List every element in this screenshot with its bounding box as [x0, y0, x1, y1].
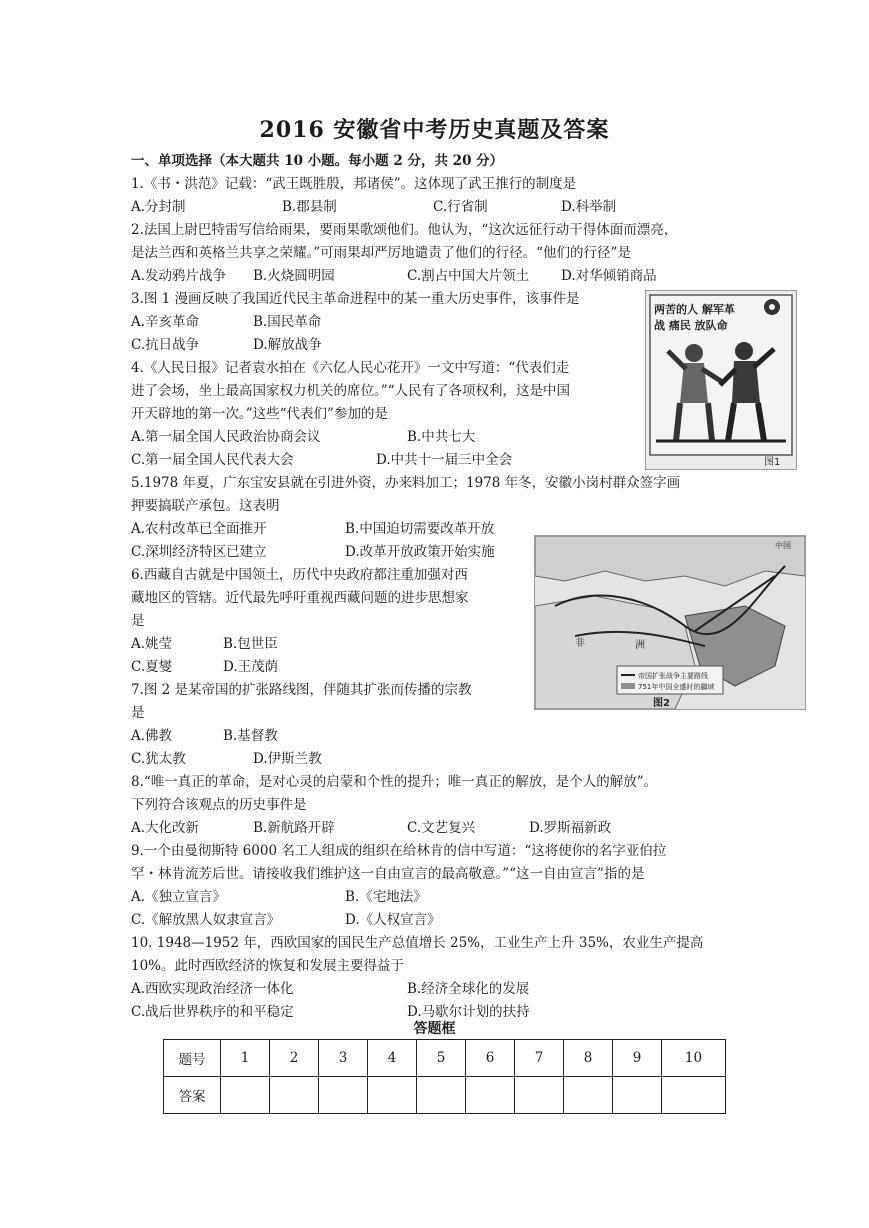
option-c: C.文艺复兴 [407, 820, 476, 836]
question-number: 1 [221, 1040, 270, 1077]
option-b: B.火烧圆明园 [253, 268, 335, 284]
answer-cell[interactable] [466, 1077, 515, 1114]
map-label-china: 中国 [775, 541, 791, 550]
table-row [164, 1040, 726, 1077]
option-d: D.对华倾销商品 [561, 268, 657, 284]
cartoon-illustration [646, 291, 796, 469]
option-c: C.战后世界秩序的和平稳定 [131, 1004, 294, 1020]
question-7-options [131, 725, 741, 748]
answer-label: 答案 [164, 1077, 221, 1114]
option-a: A.西欧实现政治经济一体化 [131, 981, 294, 997]
question-9-options [131, 886, 741, 909]
question-number: 6 [466, 1040, 515, 1077]
question-7-text: 7.图 2 是某帝国的扩张路线图，伴随其扩张而传播的宗教 [131, 682, 472, 698]
answer-cell[interactable] [515, 1077, 564, 1114]
question-6-text: 6.西藏自古就是中国领土，历代中央政府都注重加强对西 [131, 567, 468, 583]
question-number: 10 [662, 1040, 726, 1077]
question-2-text: 是法兰西和英格兰共享之荣耀。”可雨果却严厉地谴责了他们的行径。“他们的行径”是 [131, 245, 631, 261]
question-number: 2 [270, 1040, 319, 1077]
section-heading: 一、单项选择（本大题共 10 小题。每小题 2 分，共 20 分） [131, 153, 504, 169]
option-d: D.解放战争 [253, 337, 322, 353]
option-d: D.科举制 [561, 199, 617, 215]
row-label: 题号 [164, 1040, 221, 1077]
figure-1-cartoon [645, 290, 797, 470]
option-c: C.夏燮 [131, 659, 173, 675]
option-a: A.第一届全国人民政治协商会议 [131, 429, 321, 445]
question-1-text: 1.《书・洪范》记载：“武王既胜殷，邦诸侯”。这体现了武王推行的制度是 [131, 176, 577, 192]
question-6-text: 藏地区的管辖。近代最先呼吁重视西藏问题的进步思想家 [131, 590, 469, 606]
option-b: B.新航路开辟 [253, 820, 335, 836]
option-d: D.伊斯兰教 [253, 751, 322, 767]
legend-routes: 帝国扩张战争主要路线 [638, 672, 708, 680]
answer-cell[interactable] [368, 1077, 417, 1114]
expansion-map [535, 536, 805, 709]
option-d: D.王茂荫 [223, 659, 279, 675]
page-title: 2016 安徽省中考历史真题及答案 [259, 117, 610, 143]
question-2-options [131, 265, 741, 288]
answer-cell[interactable] [319, 1077, 368, 1114]
question-10-text: 10%。此时西欧经济的恢复和发展主要得益于 [131, 958, 405, 974]
option-c: C.《解放黑人奴隶宣言》 [131, 912, 281, 928]
option-b: B.包世臣 [223, 636, 278, 652]
option-c: C.第一届全国人民代表大会 [131, 452, 294, 468]
option-b: B.中共七大 [407, 429, 476, 445]
answer-cell[interactable] [662, 1077, 726, 1114]
question-number: 9 [613, 1040, 662, 1077]
question-number: 3 [319, 1040, 368, 1077]
question-5-text: 5.1978 年夏，广东宝安县就在引进外资，办来料加工；1978 年冬，安徽小岗村群众签字画 [131, 475, 681, 491]
option-a: A.辛亥革命 [131, 314, 200, 330]
option-d: D.改革开放政策开始实施 [345, 544, 495, 560]
question-4-text: 4.《人民日报》记者袁水拍在《六亿人民心花开》一文中写道：“代表们走 [131, 360, 570, 376]
question-number: 7 [515, 1040, 564, 1077]
figure-2-caption: 图2 [653, 698, 670, 709]
question-8-text: 下列符合该观点的历史事件是 [131, 797, 307, 813]
cartoon-banner-top: 两苦的人 解军革 [654, 303, 735, 316]
option-d: D.马歇尔计划的扶持 [407, 1004, 530, 1020]
option-c: C.深圳经济特区已建立 [131, 544, 267, 560]
question-number: 4 [368, 1040, 417, 1077]
option-b: B.经济全球化的发展 [407, 981, 530, 997]
question-6-text: 是 [131, 613, 145, 629]
answer-cell[interactable] [613, 1077, 662, 1114]
question-5-text: 押要搞联产承包。这表明 [131, 498, 280, 514]
question-9-text: 9.一个由曼彻斯特 6000 名工人组成的组织在给林肯的信中写道：“这将使你的名字亚伯拉 [131, 843, 667, 859]
question-7-text: 是 [131, 705, 145, 721]
question-8-text: 8.“唯一真正的革命，是对心灵的启蒙和个性的提升；唯一真正的解放，是个人的解放”。 [131, 774, 658, 790]
option-a: A.农村改革已全面推开 [131, 521, 267, 537]
question-4-text: 进了会场，坐上最高国家权力机关的席位。”“人民有了各项权利，这是中国 [131, 383, 571, 399]
answer-cell[interactable] [564, 1077, 613, 1114]
question-9-options [131, 909, 741, 932]
option-b: B.郡县制 [282, 199, 337, 215]
cartoon-banner-bottom: 战 痛民 放队命 [654, 319, 728, 332]
option-a: A.大化改新 [131, 820, 200, 836]
answer-cell[interactable] [417, 1077, 466, 1114]
figure-1-caption: 图1 [764, 457, 781, 468]
option-b: B.基督教 [223, 728, 278, 744]
question-9-text: 罕・林肯流芳后世。请接收我们维护这一自由宣言的最高敬意。”“这一自由宣言”指的是 [131, 866, 645, 882]
option-b: B.中国迫切需要改革开放 [345, 521, 495, 537]
option-c: C.犹太教 [131, 751, 186, 767]
question-3-text: 3.图 1 漫画反映了我国近代民主革命进程中的某一重大历史事件，该事件是 [131, 291, 580, 307]
map-label-africa: 非 [575, 638, 585, 649]
option-a: A.分封制 [131, 199, 186, 215]
question-4-text: 开天辟地的第一次。”这些“代表们”参加的是 [131, 406, 388, 422]
option-a: A.佛教 [131, 728, 173, 744]
map-label-continent: 洲 [635, 640, 645, 651]
option-c: C.抗日战争 [131, 337, 200, 353]
option-c: C.行省制 [433, 199, 488, 215]
answer-cell[interactable] [221, 1077, 270, 1114]
answer-table [163, 1039, 726, 1114]
option-a: A.发动鸦片战争 [131, 268, 227, 284]
legend-territory: 751年中国全盛时的疆域 [638, 683, 715, 691]
question-2-text: 2.法国上尉巴特雷写信给雨果，要雨果歌颂他们。他认为，“这次远征行动干得体面而漂亮， [131, 222, 678, 238]
option-a: A.姚莹 [131, 636, 173, 652]
question-10-text: 10. 1948—1952 年，西欧国家的国民生产总值增长 25%，工业生产上升 35%，农业生产提高 [131, 935, 704, 951]
option-d: D.中共十一届三中全会 [376, 452, 513, 468]
table-row [164, 1077, 726, 1114]
question-8-options [131, 817, 741, 840]
question-10-options [131, 978, 741, 1001]
option-c: C.割占中国大片领土 [407, 268, 530, 284]
question-number: 5 [417, 1040, 466, 1077]
question-number: 8 [564, 1040, 613, 1077]
option-a: A.《独立宣言》 [131, 889, 227, 905]
question-7-options [131, 748, 741, 771]
answer-box-caption: 答题框 [413, 1021, 456, 1037]
option-b: B.《宅地法》 [345, 889, 427, 905]
option-b: B.国民革命 [253, 314, 322, 330]
option-d: D.罗斯福新政 [529, 820, 612, 836]
question-1-options [131, 196, 741, 219]
answer-cell[interactable] [270, 1077, 319, 1114]
option-d: D.《人权宣言》 [345, 912, 441, 928]
figure-2-map [534, 535, 806, 710]
